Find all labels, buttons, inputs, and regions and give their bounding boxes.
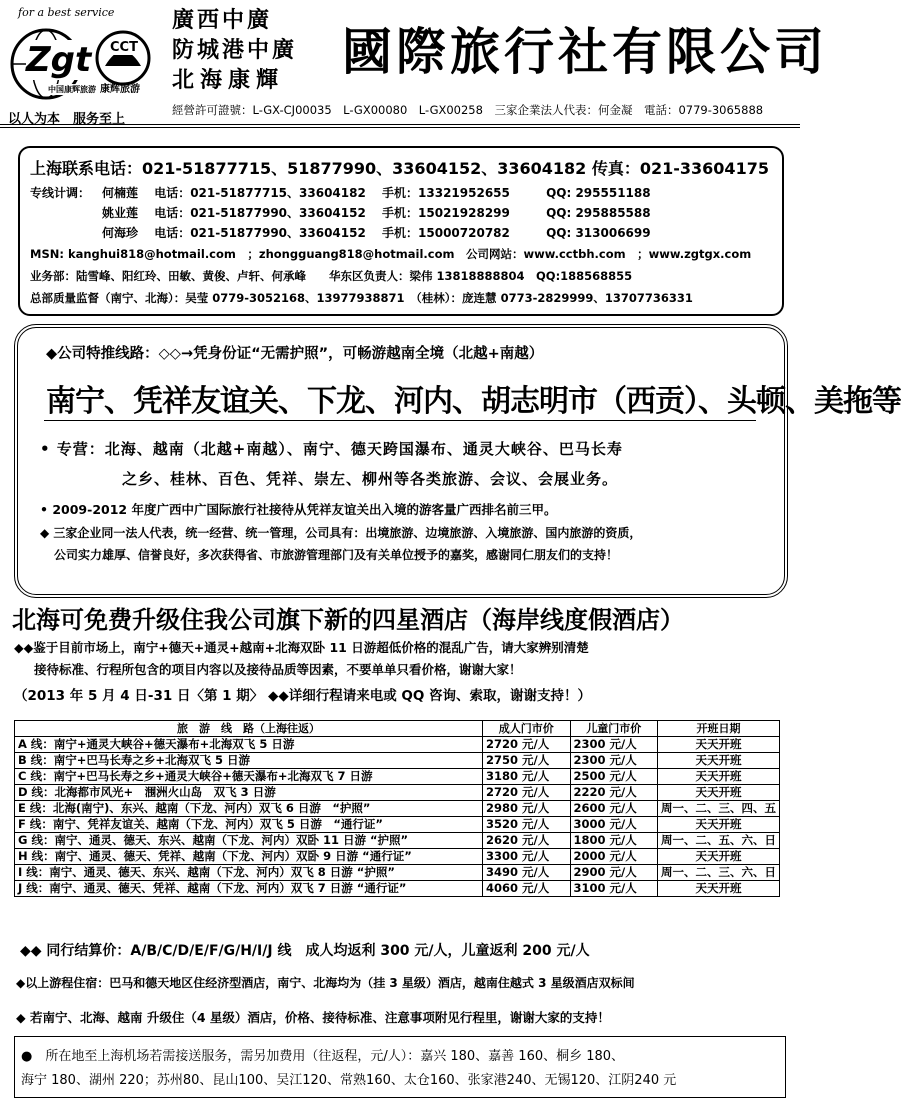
planners-label: 专线计调： — [30, 186, 91, 200]
schedule: 周一、二、三、四、五 — [657, 801, 779, 817]
adult-price: 4060 元/人 — [483, 881, 570, 897]
company-line-2: 公司实力雄厚、信誉良好，多次获得省、市旅游管理部门及有关单位授予的嘉奖，感谢同仁朋友们的支持！ — [54, 548, 619, 562]
route-cell: F 线：南宁、凭祥友谊关、越南（下龙、河内）双飞 5 日游 “通行证” — [15, 817, 483, 833]
planner-tel: 电话：021-51877990、33604152 — [154, 226, 366, 240]
specialty-line-2: 之乡、桂林、百色、凭祥、崇左、柳州等各类旅游、会议、会展业务。 — [122, 470, 619, 488]
route-cell: H 线：南宁、通灵、德天、凭祥、越南（下龙、河内）双卧 9 日游 “通行证” — [15, 849, 483, 865]
child-price: 2220 元/人 — [570, 785, 657, 801]
feature-route: 南宁、凭祥友谊关、下龙、河内、胡志明市（西贡）、头顿、美拖等 — [46, 384, 901, 419]
adult-price: 3520 元/人 — [483, 817, 570, 833]
upgrade-line: ◆ 若南宁、北海、越南 升级住（4 星级）酒店，价格、接待标准、注意事项附见行程里，谢谢大家的支持！ — [16, 1010, 610, 1025]
adult-price: 3300 元/人 — [483, 849, 570, 865]
branch-name-3: 北海康輝 — [172, 68, 285, 93]
ranking-line: • 2009-2012 年度广西中广国际旅行社接待从凭祥友谊关出入境的游客量广西排名前三甲。 — [40, 502, 557, 517]
branch-name-1: 廣西中廣 — [172, 8, 273, 33]
lodging-line: ◆以上游程住宿：巴马和德天地区住经济型酒店，南宁、北海均为（挂 3 星级）酒店，越南住越式 3 星级酒店双标间 — [16, 976, 635, 990]
route-cell: C 线：南宁+巴马长寿之乡+通灵大峡谷+德天瀑布+北海双飞 7 日游 — [15, 769, 483, 785]
logo-sub-right: 康辉旅游 — [100, 84, 140, 95]
table-row — [15, 737, 780, 753]
header-route: 旅 游 线 路（上海往返） — [15, 721, 483, 737]
child-price: 1800 元/人 — [570, 833, 657, 849]
table-row — [15, 753, 780, 769]
planner-mobile: 手机：15021928299 — [382, 206, 510, 220]
route-cell: G 线：南宁、通灵、德天、东兴、越南（下龙、河内）双卧 11 日游 “护照” — [15, 833, 483, 849]
child-price: 2500 元/人 — [570, 769, 657, 785]
adult-price: 3490 元/人 — [483, 865, 570, 881]
license-line: 經營許可證號：L-GX-CJ00035 L-GX00080 L-GX00258 三家企業法人代表：何金凝 電話：0779-3065888 — [172, 103, 764, 117]
route-cell: J 线：南宁、通灵、德天、凭祥、越南（下龙、河内）双飞 7 日游 “通行证” — [15, 881, 483, 897]
table-row — [15, 785, 780, 801]
adult-price: 2620 元/人 — [483, 833, 570, 849]
route-cell: D 线：北海都市风光+ 涠洲火山岛 双飞 3 日游 — [15, 785, 483, 801]
table-row — [15, 833, 780, 849]
planner-name: 姚业莲 — [102, 206, 139, 220]
planner-name: 何楠莲 — [102, 186, 139, 200]
schedule: 天天开班 — [657, 753, 779, 769]
planner-qq: QQ: 295885588 — [546, 206, 651, 220]
table-row — [15, 849, 780, 865]
schedule: 天天开班 — [657, 849, 779, 865]
company-line-1: ◆ 三家企业同一法人代表，统一经营、统一管理，公司具有：出境旅游、边境旅游、入境旅游、国内旅游的资质， — [40, 526, 642, 540]
schedule: 周一、二、五、六、日 — [657, 833, 779, 849]
child-price: 2300 元/人 — [570, 737, 657, 753]
planner-row — [102, 224, 651, 241]
planner-row — [102, 184, 651, 201]
planner-row — [102, 204, 651, 221]
planner-name: 何海珍 — [102, 226, 139, 240]
settlement-line: ◆◆ 同行结算价：A/B/C/D/E/F/G/H/I/J 线 成人均返利 300 元/人，儿童返利 200 元/人 — [20, 943, 590, 959]
period-line: （2013 年 5 月 4 日-31 日〈第 1 期〉 ◆◆详细行程请来电或 QQ 咨询、索取，谢谢支持！） — [14, 688, 592, 704]
child-price: 2600 元/人 — [570, 801, 657, 817]
specialty-line-1: • 专营：北海、越南（北越+南越）、南宁、德天跨国瀑布、通灵大峡谷、巴马长寿 — [40, 440, 623, 458]
letterhead — [0, 0, 828, 128]
branch-name-2: 防城港中廣 — [172, 38, 298, 63]
featured-routes-box — [14, 324, 901, 598]
schedule: 天天开班 — [657, 817, 779, 833]
schedule: 天天开班 — [657, 737, 779, 753]
contact-box — [18, 146, 784, 316]
table-header-row — [15, 721, 780, 737]
planner-mobile: 手机：13321952655 — [382, 186, 510, 200]
adult-price: 2720 元/人 — [483, 737, 570, 753]
price-table — [14, 720, 780, 897]
header-divider — [0, 124, 800, 128]
schedule: 天天开班 — [657, 769, 779, 785]
planner-qq: QQ: 295551188 — [546, 186, 651, 200]
planner-qq: QQ: 313006699 — [546, 226, 651, 240]
table-row — [15, 865, 780, 881]
header-adult: 成人门市价 — [483, 721, 570, 737]
header-dates: 开班日期 — [657, 721, 779, 737]
schedule: 天天开班 — [657, 881, 779, 897]
msn-website-line: MSN: kanghui818@hotmail.com ；zhongguang818@hotmail.com 公司网站：www.cctbh.com ；www.zgtgx.com — [30, 247, 752, 261]
schedule: 周一、二、三、六、日 — [657, 865, 779, 881]
child-price: 2900 元/人 — [570, 865, 657, 881]
adult-price: 3180 元/人 — [483, 769, 570, 785]
logo-tagline: for a best service — [18, 6, 115, 19]
shuttle-line-2: 海宁 180、湖州 220；苏州80、昆山100、吴江120、常熟160、太仓160、张家港240、无锡120、江阴240 元 — [21, 1073, 677, 1088]
company-logo — [8, 6, 168, 126]
schedule: 天天开班 — [657, 785, 779, 801]
route-cell: A 线：南宁+通灵大峡谷+德天瀑布+北海双飞 5 日游 — [15, 737, 483, 753]
shuttle-line-1: ● 所在地至上海机场若需接送服务，需另加费用（往返程，元/人）：嘉兴 180、嘉善 160、桐乡 180、 — [21, 1049, 625, 1064]
branch-names — [172, 6, 332, 96]
logo-sub-left: 中国康辉旅游 — [48, 85, 96, 94]
notice-line-1: ◆◆鉴于目前市场上，南宁+德天+通灵+越南+北海双卧 11 日游超低价格的混乱广告，请大家辨别清楚 — [14, 640, 589, 655]
hotel-headline: 北海可免费升级住我公司旗下新的四星酒店（海岸线度假酒店） — [12, 605, 684, 634]
company-name: 國際旅行社有限公司 — [342, 23, 828, 81]
staff-line: 业务部：陆雪峰、阳红玲、田敏、黄俊、卢轩、何承峰 华东区负责人：梁伟 13818888804 QQ:188568855 — [30, 269, 633, 283]
table-row — [15, 769, 780, 785]
table-row — [15, 801, 780, 817]
child-price: 2300 元/人 — [570, 753, 657, 769]
adult-price: 2750 元/人 — [483, 753, 570, 769]
route-cell: I 线：南宁、通灵、德天、东兴、越南（下龙、河内）双飞 8 日游 “护照” — [15, 865, 483, 881]
child-price: 3100 元/人 — [570, 881, 657, 897]
adult-price: 2720 元/人 — [483, 785, 570, 801]
logo-mark: Zgt — [26, 40, 92, 80]
planner-mobile: 手机：15000720782 — [382, 226, 510, 240]
header-child: 儿童门市价 — [570, 721, 657, 737]
route-cell: E 线：北海(南宁)、东兴、越南（下龙、河内）双飞 6 日游 “护照” — [15, 801, 483, 817]
shuttle-box — [14, 1036, 786, 1098]
child-price: 3000 元/人 — [570, 817, 657, 833]
feature-headline: ◆公司特推线路：◇◇→凭身份证“无需护照”，可畅游越南全境（北越+南越） — [46, 346, 544, 362]
route-cell: B 线：南宁+巴马长寿之乡+北海双飞 5 日游 — [15, 753, 483, 769]
table-row — [15, 817, 780, 833]
child-price: 2000 元/人 — [570, 849, 657, 865]
main-phone: 上海联系电话：021-51877715、51877990、33604152、33604182 传真：021-33604175 — [30, 159, 769, 178]
slogan: 以人为本 服务至上 — [8, 112, 126, 127]
notice-line-2: 接待标准、行程所包含的项目内容以及接待品质等因素，不要单单只看价格，谢谢大家！ — [34, 662, 522, 677]
planner-tel: 电话：021-51877715、33604182 — [154, 186, 366, 200]
logo-badge: CCT — [110, 40, 138, 55]
table-row — [15, 881, 780, 897]
supervisor-line: 总部质量监督（南宁、北海）：吴莹 0779-3052168、13977938871 （桂林）：庞连慧 0773-2829999、13707736331 — [30, 291, 693, 305]
planner-tel: 电话：021-51877990、33604152 — [154, 206, 366, 220]
adult-price: 2980 元/人 — [483, 801, 570, 817]
feature-divider — [44, 420, 756, 421]
